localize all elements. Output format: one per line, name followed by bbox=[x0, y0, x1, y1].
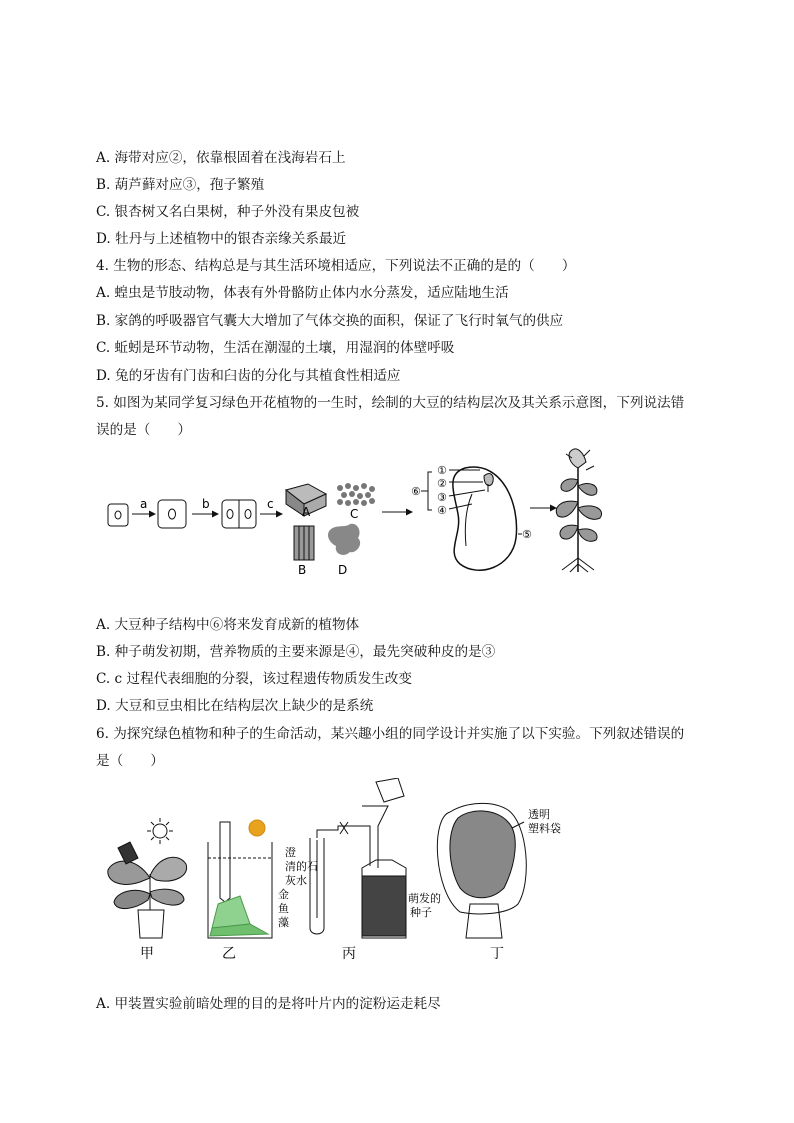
q6-stem-line2: 是（ ） bbox=[96, 753, 164, 769]
label-bag-1: 透明 bbox=[528, 808, 550, 821]
arrow-label-c: c bbox=[267, 497, 274, 511]
label-limewater-2: 清的石 bbox=[285, 860, 318, 873]
q5-option-a: A. 大豆种子结构中⑥将来发育成新的植物体 bbox=[96, 617, 360, 633]
tissue-label-c: C bbox=[350, 507, 359, 521]
q6-stem-line1: 6. 为探究绿色植物和种子的生命活动，某兴趣小组的同学设计并实施了以下实验。下列叙述错误的 bbox=[96, 726, 685, 742]
label-goldfish-1: 金 bbox=[278, 888, 289, 901]
label-yi: 乙 bbox=[222, 946, 236, 962]
q5-stem-line1: 5. 如图为某同学复习绿色开花植物的一生时，绘制的大豆的结构层次及其关系示意图，下列说法错 bbox=[96, 395, 685, 411]
q4-option-b: B. 家鸽的呼吸器官气囊大大增加了气体交换的面积，保证了飞行时氧气的供应 bbox=[96, 313, 564, 329]
seed-label-2: ② bbox=[437, 477, 447, 490]
label-goldfish-2: 鱼 bbox=[278, 902, 289, 915]
arrow-label-b: b bbox=[202, 497, 210, 511]
q6-experiment-figure bbox=[100, 778, 600, 968]
q5-soybean-structure-figure bbox=[100, 446, 620, 581]
label-goldfish-3: 藻 bbox=[278, 916, 289, 929]
q4-option-d: D. 兔的牙齿有门齿和臼齿的分化与其植食性相适应 bbox=[96, 368, 401, 384]
tissue-label-b: B bbox=[298, 563, 307, 577]
label-limewater-3: 灰水 bbox=[285, 874, 307, 887]
label-limewater-1: 澄 bbox=[285, 846, 296, 859]
tissue-label-a: A bbox=[302, 505, 311, 519]
q5-option-b: B. 种子萌发初期，营养物质的主要来源是④，最先突破种皮的是③ bbox=[96, 644, 496, 660]
q6-option-a: A. 甲装置实验前暗处理的目的是将叶片内的淀粉运走耗尽 bbox=[96, 996, 441, 1012]
arrow-label-a: a bbox=[140, 497, 148, 511]
q5-option-c: C. c 过程代表细胞的分裂，该过程遗传物质发生改变 bbox=[96, 671, 412, 687]
label-seeds-1: 萌发的 bbox=[408, 892, 441, 905]
seed-label-3: ③ bbox=[437, 491, 447, 504]
q4-stem: 4. 生物的形态、结构总是与其生活环境相适应，下列说法不正确的是的（ ） bbox=[96, 258, 576, 274]
label-bing: 丙 bbox=[342, 946, 356, 962]
label-seeds-2: 种子 bbox=[410, 906, 432, 919]
q5-stem-line2: 误的是（ ） bbox=[96, 422, 192, 438]
seed-label-5: ⑤ bbox=[522, 528, 532, 541]
seed-label-6: ⑥ bbox=[411, 485, 421, 498]
q3-option-d: D. 牡丹与上述植物中的银杏亲缘关系最近 bbox=[96, 231, 347, 247]
seed-label-1: ① bbox=[437, 464, 447, 477]
q3-option-b: B. 葫芦藓对应③，孢子繁殖 bbox=[96, 177, 265, 193]
seed-label-4: ④ bbox=[437, 504, 447, 517]
tissue-label-d: D bbox=[338, 563, 348, 577]
q3-option-c: C. 银杏树又名白果树，种子外没有果皮包被 bbox=[96, 204, 360, 220]
q4-option-c: C. 蚯蚓是环节动物，生活在潮湿的土壤，用湿润的体壁呼吸 bbox=[96, 340, 455, 356]
label-jia: 甲 bbox=[140, 946, 154, 962]
q4-option-a: A. 蝗虫是节肢动物，体表有外骨骼防止体内水分蒸发，适应陆地生活 bbox=[96, 285, 509, 301]
q5-option-d: D. 大豆和豆虫相比在结构层次上缺少的是系统 bbox=[96, 698, 374, 714]
label-ding: 丁 bbox=[490, 946, 504, 962]
label-bag-2: 塑料袋 bbox=[528, 822, 561, 835]
q3-option-a: A. 海带对应②，依靠根固着在浅海岩石上 bbox=[96, 150, 346, 166]
